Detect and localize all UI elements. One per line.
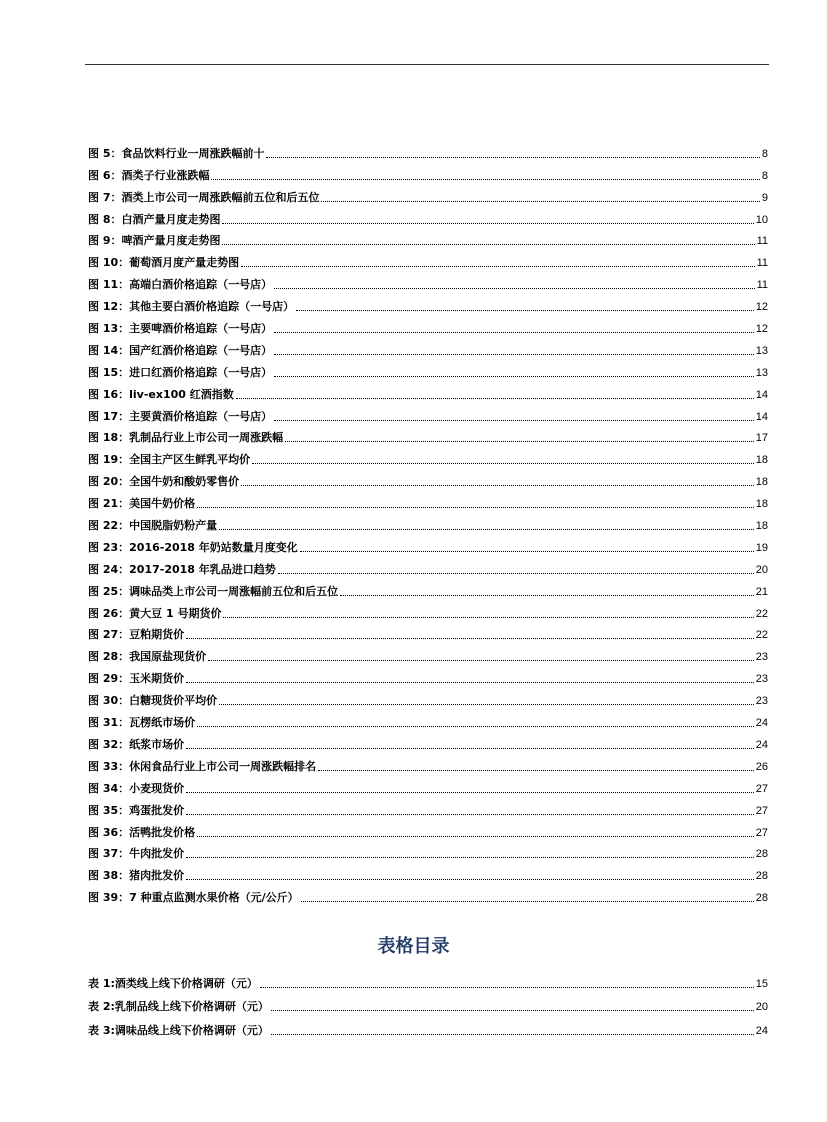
toc-page-number: 14	[755, 410, 768, 423]
figure-toc-entry[interactable]	[88, 336, 768, 358]
toc-page-number: 18	[755, 476, 768, 489]
dot-leader	[274, 354, 754, 355]
toc-page-number: 10	[755, 213, 768, 226]
toc-entry-label: 图 20：全国牛奶和酸奶零售价	[88, 475, 240, 489]
dot-leader	[340, 595, 754, 596]
toc-page-number: 24	[755, 717, 768, 730]
figure-toc-entry[interactable]	[88, 248, 768, 270]
toc-entry-label: 图 7：酒类上市公司一周涨跌幅前五位和后五位	[88, 190, 320, 204]
toc-page-number: 11	[756, 279, 768, 292]
tables-toc-title: 表格目录	[377, 936, 450, 957]
toc-page-number: 24	[755, 738, 768, 751]
figure-toc-entry[interactable]	[88, 489, 768, 511]
toc-entry-label: 表 1:酒类线上线下价格调研（元）	[88, 976, 258, 990]
toc-entry-label: 图 27：豆粕期货价	[88, 628, 185, 642]
dot-leader	[321, 201, 759, 202]
toc-entry-label: 图 6：酒类子行业涨跌幅	[88, 168, 210, 182]
dot-leader	[186, 792, 754, 793]
toc-page-number: 23	[755, 651, 768, 664]
figure-toc-entry[interactable]	[88, 227, 768, 249]
toc-page-number: 18	[755, 454, 768, 467]
figure-toc-entry[interactable]	[88, 511, 768, 533]
dot-leader	[222, 244, 754, 245]
toc-entry-label: 图 19：全国主产区生鲜乳平均价	[88, 453, 251, 467]
dot-leader	[211, 179, 759, 180]
figure-toc-entry[interactable]	[88, 161, 768, 183]
toc-entry-label: 图 35：鸡蛋批发价	[88, 803, 185, 817]
dot-leader	[236, 398, 754, 399]
dot-leader	[271, 1034, 754, 1035]
toc-entry-label: 图 11：高端白酒价格追踪（一号店）	[88, 278, 273, 292]
dot-leader	[219, 529, 754, 530]
table-toc-entry[interactable]	[88, 1014, 768, 1038]
dot-leader	[186, 682, 754, 683]
toc-page-number: 23	[755, 673, 768, 686]
figure-toc-entry[interactable]	[88, 424, 768, 446]
toc-page-number: 11	[756, 235, 768, 248]
dot-leader	[241, 485, 754, 486]
figure-toc-entry[interactable]	[88, 818, 768, 840]
dot-leader	[186, 857, 754, 858]
toc-entry-label: 图 31：瓦楞纸市场价	[88, 716, 196, 730]
dot-leader	[186, 638, 754, 639]
toc-page-number: 18	[755, 498, 768, 511]
toc-page-number: 9	[761, 191, 768, 204]
figures-toc-list	[88, 139, 768, 905]
toc-page-number: 27	[755, 804, 768, 817]
toc-entry-label: 图 39：7 种重点监测水果价格（元/公斤）	[88, 891, 299, 905]
toc-entry-label: 图 30：白糖现货价平均价	[88, 694, 218, 708]
dot-leader	[296, 310, 754, 311]
toc-page-number: 26	[755, 760, 768, 773]
toc-page-number: 27	[755, 826, 768, 839]
toc-page-number: 22	[755, 629, 768, 642]
toc-entry-label: 图 38：猪肉批发价	[88, 869, 185, 883]
dot-leader	[186, 879, 754, 880]
tables-toc-list	[88, 967, 768, 1038]
toc-page-number: 19	[755, 541, 768, 554]
toc-page-number: 24	[755, 1024, 768, 1037]
figure-toc-entry[interactable]	[88, 708, 768, 730]
toc-entry-label: 图 13：主要啤酒价格追踪（一号店）	[88, 322, 273, 336]
dot-leader	[266, 157, 759, 158]
figure-toc-entry[interactable]	[88, 861, 768, 883]
toc-page-number: 27	[755, 782, 768, 795]
figure-toc-entry[interactable]	[88, 139, 768, 161]
figure-toc-entry[interactable]	[88, 599, 768, 621]
figure-toc-entry[interactable]	[88, 686, 768, 708]
dot-leader	[300, 551, 754, 552]
dot-leader	[285, 441, 754, 442]
toc-entry-label: 图 9：啤酒产量月度走势图	[88, 234, 221, 248]
figure-toc-entry[interactable]	[88, 445, 768, 467]
figure-toc-entry[interactable]	[88, 292, 768, 314]
toc-entry-label: 图 32：纸浆市场价	[88, 737, 185, 751]
dot-leader	[219, 704, 754, 705]
toc-entry-label: 图 37：牛肉批发价	[88, 847, 185, 861]
dot-leader	[222, 223, 753, 224]
toc-entry-label: 图 34：小麦现货价	[88, 781, 185, 795]
figure-toc-entry[interactable]	[88, 577, 768, 599]
toc-entry-label: 图 12：其他主要白酒价格追踪（一号店）	[88, 300, 295, 314]
figure-toc-entry[interactable]	[88, 883, 768, 905]
figure-toc-entry[interactable]	[88, 183, 768, 205]
toc-page-number: 12	[755, 301, 768, 314]
dot-leader	[208, 660, 754, 661]
dot-leader	[278, 573, 754, 574]
toc-entry-label: 表 2:乳制品线上线下价格调研（元）	[88, 1000, 269, 1013]
toc-entry-label: 图 21：美国牛奶价格	[88, 497, 196, 511]
toc-entry-label: 图 36：活鸭批发价格	[88, 825, 196, 839]
figure-toc-entry[interactable]	[88, 752, 768, 774]
figure-toc-entry[interactable]	[88, 774, 768, 796]
toc-entry-label: 图 22：中国脱脂奶粉产量	[88, 519, 218, 533]
dot-leader	[186, 814, 754, 815]
toc-page-number: 23	[755, 695, 768, 708]
toc-page-number: 17	[755, 432, 768, 445]
toc-entry-label: 图 25：调味品类上市公司一周涨幅前五位和后五位	[88, 584, 339, 598]
dot-leader	[260, 987, 754, 988]
dot-leader	[271, 1010, 754, 1011]
toc-entry-label: 图 14：国产红酒价格追踪（一号店）	[88, 343, 273, 357]
toc-page-number: 28	[755, 870, 768, 883]
figure-toc-entry[interactable]	[88, 358, 768, 380]
toc-entry-label: 图 29：玉米期货价	[88, 672, 185, 686]
toc-entry-label: 图 26：黄大豆 1 号期货价	[88, 606, 222, 620]
figure-toc-entry[interactable]	[88, 840, 768, 862]
table-toc-entry[interactable]	[88, 991, 768, 1015]
toc-page-number: 12	[755, 323, 768, 336]
figure-toc-entry[interactable]	[88, 205, 768, 227]
toc-entry-label: 图 24：2017-2018 年乳品进口趋势	[88, 562, 276, 576]
toc-page-number: 20	[755, 563, 768, 576]
toc-entry-label: 图 17：主要黄酒价格追踪（一号店）	[88, 409, 273, 423]
toc-page-number: 11	[756, 257, 768, 270]
dot-leader	[197, 726, 754, 727]
toc-page-number: 20	[755, 1001, 768, 1013]
figure-toc-entry[interactable]	[88, 664, 768, 686]
table-toc-entry[interactable]	[88, 967, 768, 991]
toc-entry-label: 图 16：liv-ex100 红酒指数	[88, 387, 234, 401]
toc-entry-label: 图 28：我国原盐现货价	[88, 650, 207, 664]
figure-toc-entry[interactable]	[88, 555, 768, 577]
figure-toc-entry[interactable]	[88, 621, 768, 643]
toc-page-number: 13	[755, 344, 768, 357]
dot-leader	[318, 770, 754, 771]
toc-page-number: 15	[755, 977, 768, 990]
dot-leader	[197, 507, 754, 508]
figure-toc-entry[interactable]	[88, 533, 768, 555]
figure-toc-entry[interactable]	[88, 380, 768, 402]
dot-leader	[274, 288, 754, 289]
toc-page-number: 28	[755, 892, 768, 905]
figure-toc-entry[interactable]	[88, 270, 768, 292]
toc-page-number: 28	[755, 848, 768, 861]
toc-page-number: 14	[755, 388, 768, 401]
toc-entry-label: 图 8：白酒产量月度走势图	[88, 212, 221, 226]
figure-toc-entry[interactable]	[88, 467, 768, 489]
toc-entry-label: 图 18：乳制品行业上市公司一周涨跌幅	[88, 431, 284, 445]
toc-page-number: 8	[761, 169, 768, 182]
figure-toc-entry[interactable]	[88, 314, 768, 336]
figure-toc-entry[interactable]	[88, 730, 768, 752]
figure-toc-entry[interactable]	[88, 402, 768, 424]
toc-entry-label: 表 3:调味品线上线下价格调研（元）	[88, 1023, 269, 1037]
dot-leader	[241, 266, 754, 267]
toc-page-number: 21	[755, 585, 768, 598]
dot-leader	[186, 748, 754, 749]
figure-toc-entry[interactable]	[88, 642, 768, 664]
toc-page-number: 22	[755, 607, 768, 620]
dot-leader	[223, 617, 753, 618]
toc-page-number: 8	[761, 147, 768, 160]
toc-entry-label: 图 5：食品饮料行业一周涨跌幅前十	[88, 146, 265, 160]
dot-leader	[301, 901, 754, 902]
dot-leader	[274, 332, 754, 333]
header-rule	[85, 64, 769, 65]
toc-entry-label: 图 10：葡萄酒月度产量走势图	[88, 256, 240, 270]
toc-entry-label: 图 15：进口红酒价格追踪（一号店）	[88, 365, 273, 379]
toc-page-number: 18	[755, 520, 768, 533]
dot-leader	[274, 376, 754, 377]
toc-entry-label: 图 33：休闲食品行业上市公司一周涨跌幅排名	[88, 759, 317, 773]
toc-entry-label: 图 23：2016-2018 年奶站数量月度变化	[88, 540, 298, 554]
dot-leader	[252, 463, 754, 464]
figure-toc-entry[interactable]	[88, 796, 768, 818]
toc-page-number: 13	[755, 366, 768, 379]
dot-leader	[197, 836, 754, 837]
dot-leader	[274, 420, 754, 421]
